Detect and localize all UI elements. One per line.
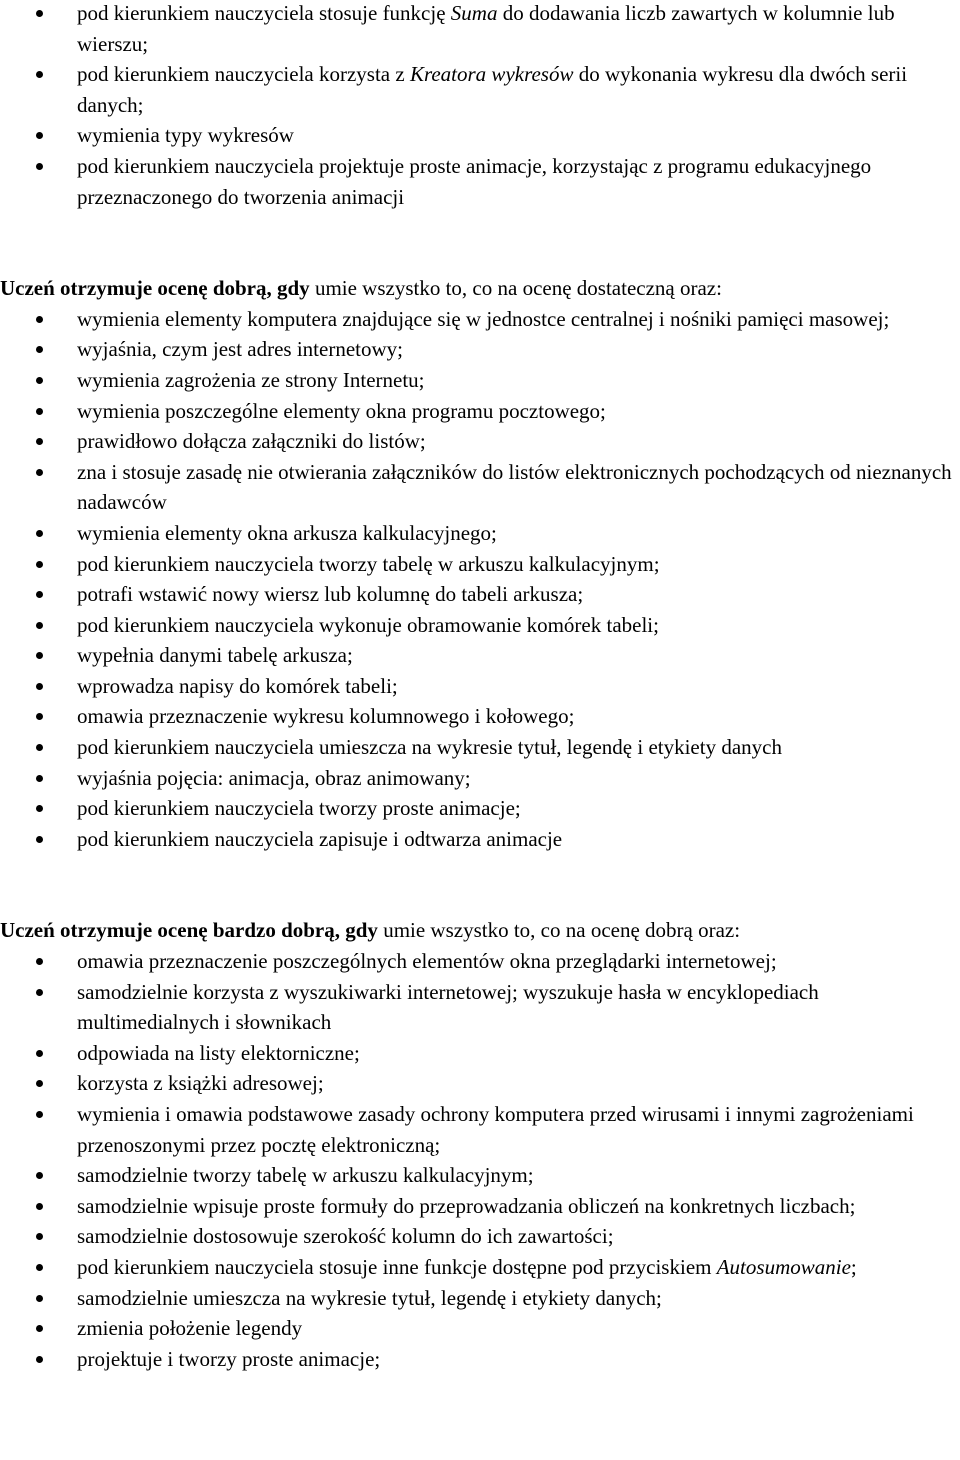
bullet-icon [36, 1233, 43, 1240]
list-item: prawidłowo dołącza załączniki do listów; [0, 426, 960, 457]
list-item: pod kierunkiem nauczyciela stosuje funkcję Suma do dodawania liczb zawartych w kolumnie lub wierszu; [0, 0, 960, 59]
list-item: pod kierunkiem nauczyciela stosuje inne funkcje dostępne pod przyciskiem Autosumowanie; [0, 1252, 960, 1283]
bullet-icon [36, 989, 43, 996]
list-item: samodzielnie dostosowuje szerokość kolumn do ich zawartości; [0, 1221, 960, 1252]
bullet-icon [36, 683, 43, 690]
list-item: wymienia elementy komputera znajdujące się w jednostce centralnej i nośniki pamięci masowej; [0, 304, 960, 335]
list-item: omawia przeznaczenie wykresu kolumnowego i kołowego; [0, 701, 960, 732]
requirements-list-very-good [0, 946, 960, 1374]
bullet-icon [36, 1325, 43, 1332]
bullet-icon [36, 1356, 43, 1363]
bullet-icon [36, 1295, 43, 1302]
bullet-icon [36, 744, 43, 751]
bullet-icon [36, 561, 43, 568]
list-item: wypełnia danymi tabelę arkusza; [0, 640, 960, 671]
list-item: wymienia typy wykresów [0, 120, 960, 151]
list-item: omawia przeznaczenie poszczególnych elementów okna przeglądarki internetowej; [0, 946, 960, 977]
list-item: zna i stosuje zasadę nie otwierania załączników do listów elektronicznych pochodzących od nieznanych nadawców [0, 457, 960, 518]
list-item: korzysta z książki adresowej; [0, 1068, 960, 1099]
bullet-icon [36, 1080, 43, 1087]
bullet-icon [36, 1264, 43, 1271]
bullet-icon [36, 316, 43, 323]
bullet-icon [36, 408, 43, 415]
list-item: odpowiada na listy elektorniczne; [0, 1038, 960, 1069]
list-item: wymienia i omawia podstawowe zasady ochrony komputera przed wirusami i innymi zagrożeniami przenoszonymi przez pocztę elektroniczną; [0, 1099, 960, 1160]
bullet-icon [36, 591, 43, 598]
bullet-icon [36, 10, 43, 17]
list-item: wyjaśnia, czym jest adres internetowy; [0, 334, 960, 365]
list-item: pod kierunkiem nauczyciela umieszcza na wykresie tytuł, legendę i etykiety danych [0, 732, 960, 763]
bullet-icon [36, 163, 43, 170]
section-heading-very-good: Uczeń otrzymuje ocenę bardzo dobrą, gdy umie wszystko to, co na ocenę dobrą oraz: [0, 918, 741, 943]
list-item: wymienia zagrożenia ze strony Internetu; [0, 365, 960, 396]
bullet-icon [36, 775, 43, 782]
bullet-icon [36, 438, 43, 445]
bullet-icon [36, 71, 43, 78]
requirements-list-good [0, 304, 960, 855]
bullet-icon [36, 1050, 43, 1057]
list-item: projektuje i tworzy proste animacje; [0, 1344, 960, 1375]
bullet-icon [36, 1203, 43, 1210]
bullet-icon [36, 377, 43, 384]
bullet-icon [36, 530, 43, 537]
list-item: pod kierunkiem nauczyciela tworzy tabelę w arkuszu kalkulacyjnym; [0, 549, 960, 580]
bullet-icon [36, 805, 43, 812]
list-item: pod kierunkiem nauczyciela zapisuje i odtwarza animacje [0, 824, 960, 855]
list-item: samodzielnie wpisuje proste formuły do przeprowadzania obliczeń na konkretnych liczbach; [0, 1191, 960, 1222]
bullet-icon [36, 836, 43, 843]
bullet-icon [36, 1111, 43, 1118]
list-item: wyjaśnia pojęcia: animacja, obraz animowany; [0, 763, 960, 794]
list-item: pod kierunkiem nauczyciela projektuje proste animacje, korzystając z programu edukacyjnego przeznaczonego do tworzenia animacji [0, 151, 960, 212]
bullet-icon [36, 958, 43, 965]
bullet-icon [36, 346, 43, 353]
bullet-icon [36, 132, 43, 139]
list-item: pod kierunkiem nauczyciela korzysta z Kreatora wykresów do wykonania wykresu dla dwóch serii danych; [0, 59, 960, 120]
bullet-icon [36, 713, 43, 720]
section-heading-good: Uczeń otrzymuje ocenę dobrą, gdy umie wszystko to, co na ocenę dostateczną oraz: [0, 276, 722, 301]
list-item: pod kierunkiem nauczyciela wykonuje obramowanie komórek tabeli; [0, 610, 960, 641]
bullet-icon [36, 1172, 43, 1179]
bullet-icon [36, 622, 43, 629]
list-item: samodzielnie korzysta z wyszukiwarki internetowej; wyszukuje hasła w encyklopediach multimedialnych i słownikach [0, 977, 960, 1038]
list-item: pod kierunkiem nauczyciela tworzy proste animacje; [0, 793, 960, 824]
list-item: zmienia położenie legendy [0, 1313, 960, 1344]
list-item: samodzielnie tworzy tabelę w arkuszu kalkulacyjnym; [0, 1160, 960, 1191]
list-item: wymienia elementy okna arkusza kalkulacyjnego; [0, 518, 960, 549]
bullet-icon [36, 469, 43, 476]
list-item: wprowadza napisy do komórek tabeli; [0, 671, 960, 702]
list-item: wymienia poszczególne elementy okna programu pocztowego; [0, 396, 960, 427]
list-item: samodzielnie umieszcza na wykresie tytuł, legendę i etykiety danych; [0, 1283, 960, 1314]
requirements-list-top [0, 0, 960, 212]
list-item: potrafi wstawić nowy wiersz lub kolumnę do tabeli arkusza; [0, 579, 960, 610]
bullet-icon [36, 652, 43, 659]
